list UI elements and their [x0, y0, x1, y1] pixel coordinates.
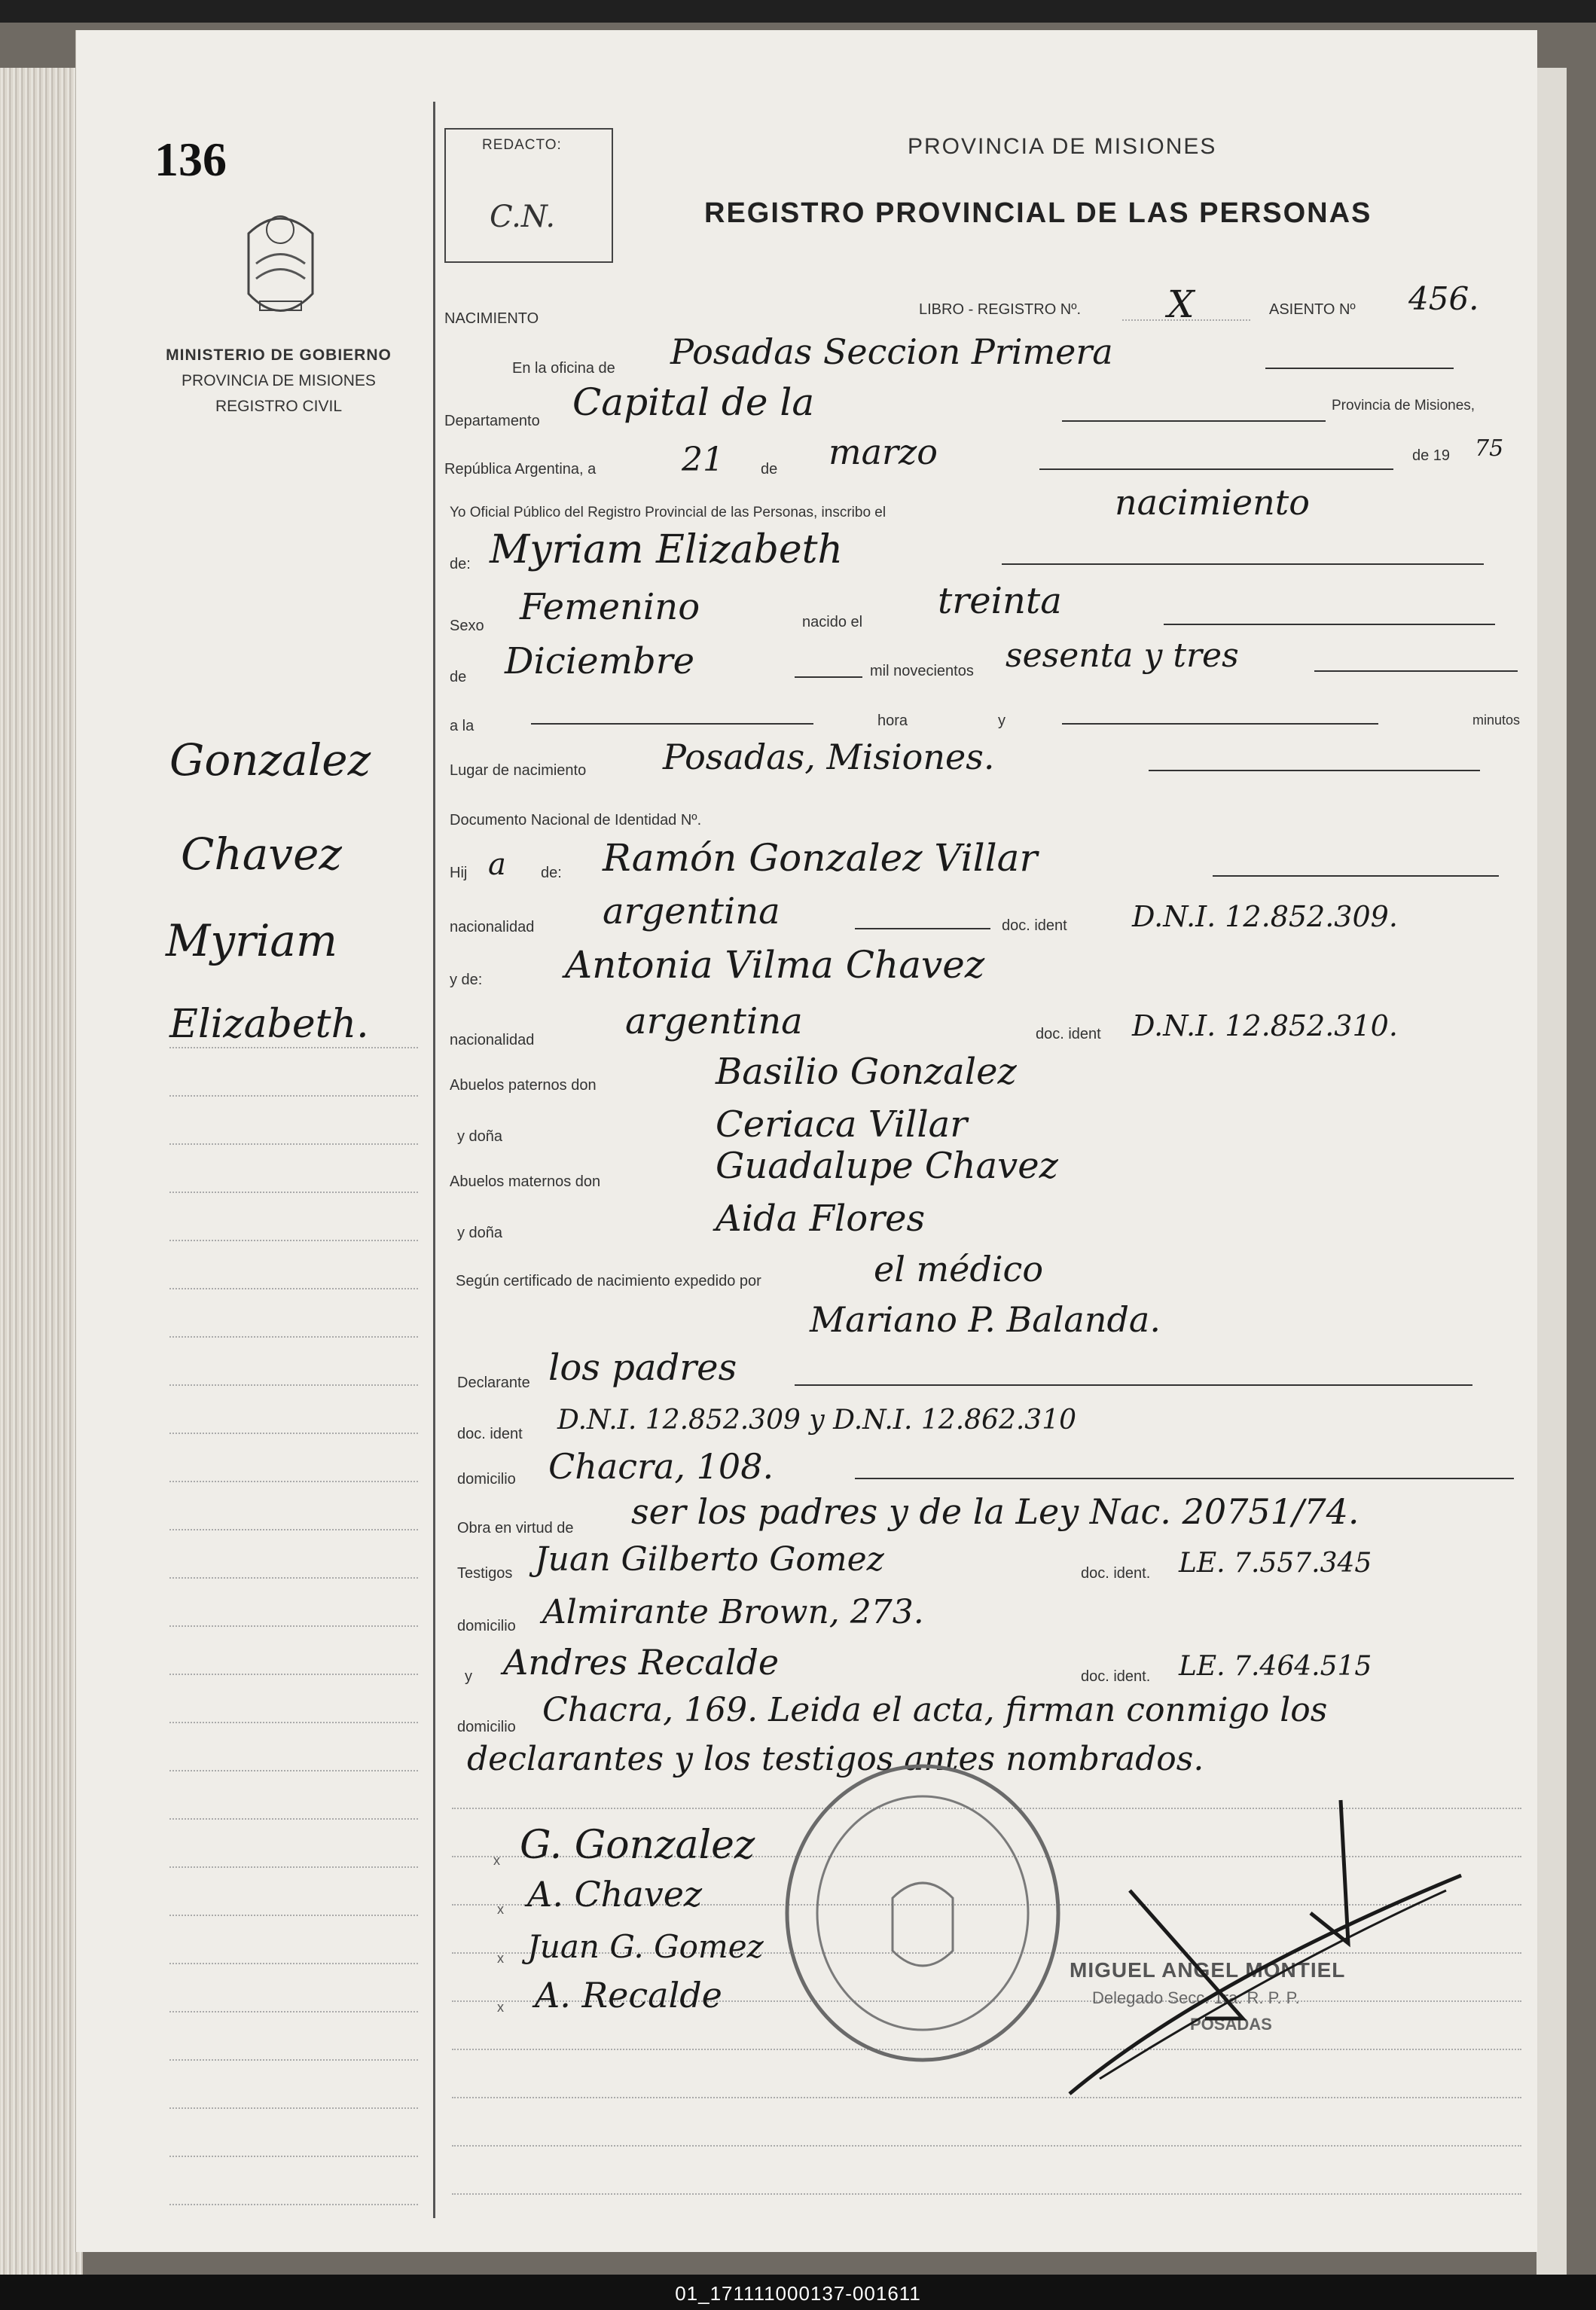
hija-label-2: de:	[541, 865, 562, 881]
ministry-title: MINISTERIO DE GOBIERNO	[166, 346, 392, 364]
margin-given-name-1: Myriam	[166, 915, 338, 966]
mes-rule	[1039, 468, 1393, 470]
nacido-value: treinta	[938, 580, 1062, 622]
margin-surname-2: Chavez	[181, 828, 342, 880]
mil-value: sesenta y tres	[1006, 636, 1239, 675]
yo-oficial-value: nacimiento	[1115, 482, 1310, 523]
nac1-label: nacionalidad	[450, 919, 535, 935]
anio-label: de 19	[1412, 447, 1451, 464]
margin-dotted-line	[169, 1674, 418, 1675]
registry-title: REGISTRO PROVINCIAL DE LAS PERSONAS	[704, 197, 1372, 229]
docid3-label: doc. ident	[457, 1426, 523, 1442]
margin-dotted-line	[169, 1336, 418, 1338]
nacido-rule	[1164, 624, 1495, 625]
margin-dotted-line	[169, 1722, 418, 1723]
testigos-label: Testigos	[457, 1565, 513, 1582]
declarante-label: Declarante	[457, 1375, 530, 1391]
madre-value: Antonia Vilma Chavez	[565, 943, 985, 987]
signature-mark: x	[497, 1951, 504, 1966]
abm-label: Abuelos maternos don	[450, 1173, 601, 1190]
signature-mark: x	[497, 1902, 504, 1917]
closing-value: declarantes y los testigos antes nombrados.	[467, 1740, 1204, 1778]
registry-stamp-icon	[776, 1755, 1070, 2071]
docid3-value: D.N.I. 12.852.309 y D.N.I. 12.862.310	[557, 1405, 1077, 1436]
yo-oficial-label: Yo Oficial Público del Registro Provincial de las Personas, inscribo el	[450, 505, 886, 520]
act-type-label: NACIMIENTO	[444, 310, 539, 327]
domicilio2-value: Almirante Brown, 273.	[542, 1593, 924, 1631]
domicilio1-rule	[855, 1478, 1514, 1479]
official-name-stamp: MIGUEL ANGEL MONTIEL	[1070, 1958, 1346, 1982]
hora-label: hora	[877, 713, 908, 729]
declarante-value: los padres	[548, 1347, 737, 1389]
margin-divider	[433, 102, 435, 2218]
margin-dotted-line	[169, 1288, 418, 1289]
y2-label: y	[465, 1668, 472, 1685]
signature-2: A. Chavez	[527, 1874, 703, 1915]
anio-value: 75	[1475, 435, 1504, 462]
lugar-value: Posadas, Misiones.	[663, 737, 995, 777]
oficina-value: Posadas Seccion Primera	[670, 331, 1113, 372]
margin-dotted-line	[169, 1384, 418, 1386]
republica-label: República Argentina, a	[444, 461, 597, 478]
docid4-label: doc. ident.	[1081, 1565, 1151, 1582]
docid1-value: D.N.I. 12.852.309.	[1132, 900, 1398, 933]
ydona2-value: Aida Flores	[716, 1198, 926, 1240]
margin-dotted-line	[169, 1433, 418, 1434]
ala-label: a la	[450, 718, 475, 734]
body-dotted-line	[452, 2193, 1521, 2195]
official-place-stamp: POSADAS	[1190, 2015, 1272, 2034]
abm-value: Guadalupe Chavez	[716, 1145, 1058, 1187]
ministry-province: PROVINCIA DE MISIONES	[182, 372, 376, 389]
body-dotted-line	[452, 2145, 1521, 2147]
docid5-value: LE. 7.464.515	[1179, 1651, 1372, 1682]
margin-given-name-2: Elizabeth.	[169, 1002, 369, 1047]
margin-dotted-line	[169, 1529, 418, 1530]
margin-dotted-line	[169, 1625, 418, 1627]
margin-dotted-line	[169, 1577, 418, 1579]
asiento-value: 456.	[1408, 280, 1479, 317]
signature-4: A. Recalde	[535, 1975, 722, 2016]
nac2-label: nacionalidad	[450, 1032, 535, 1048]
mil-rule	[1314, 670, 1518, 672]
de-persona-rule	[1002, 563, 1484, 565]
margin-dotted-line	[169, 1963, 418, 1964]
sexo-label: Sexo	[450, 618, 484, 634]
abp-value: Basilio Gonzalez	[716, 1051, 1017, 1093]
oficina-rule	[1265, 368, 1454, 369]
signature-mark: x	[497, 2000, 504, 2015]
margin-dotted-line	[169, 2107, 418, 2109]
sexo-value: Femenino	[520, 586, 700, 628]
signature-mark: x	[493, 1853, 500, 1868]
de-persona-value: Myriam Elizabeth	[490, 527, 844, 572]
declarante-rule	[795, 1384, 1472, 1386]
margin-dotted-line	[169, 1047, 418, 1048]
margin-dotted-line	[169, 1866, 418, 1868]
hija-label-1: Hij	[450, 865, 468, 881]
asiento-label: ASIENTO Nº	[1269, 301, 1356, 318]
coat-of-arms-icon	[233, 203, 328, 331]
margin-dotted-line	[169, 1770, 418, 1771]
lugar-label: Lugar de nacimiento	[450, 762, 587, 779]
provincia-label: Provincia de Misiones,	[1332, 398, 1475, 413]
nacido-label: nacido el	[802, 614, 863, 630]
de2-label: de	[450, 669, 467, 685]
docid2-value: D.N.I. 12.852.310.	[1132, 1009, 1398, 1042]
docid5-label: doc. ident.	[1081, 1668, 1151, 1685]
nac2-value: argentina	[625, 1000, 803, 1042]
margin-dotted-line	[169, 2059, 418, 2061]
departamento-value: Capital de la	[572, 380, 815, 424]
dia-value: 21	[682, 441, 724, 479]
y-label: y	[998, 713, 1006, 729]
ydona1-label: y doña	[457, 1128, 503, 1145]
hija-suffix: a	[488, 847, 506, 882]
signature-3: Juan G. Gomez	[527, 1928, 764, 1965]
docid1-label: doc. ident	[1002, 917, 1067, 934]
domicilio1-value: Chacra, 108.	[548, 1446, 774, 1487]
footer-bar	[0, 2275, 1596, 2310]
departamento-label: Departamento	[444, 413, 540, 429]
ministry-registry: REGISTRO CIVIL	[215, 398, 343, 415]
dni-label: Documento Nacional de Identidad Nº.	[450, 812, 702, 828]
domicilio3-label: domicilio	[457, 1719, 516, 1735]
testigo2-value: Andres Recalde	[503, 1642, 780, 1683]
margin-dotted-line	[169, 2156, 418, 2157]
official-signature-icon	[1054, 1793, 1476, 2109]
segun-label: Según certificado de nacimiento expedido por	[456, 1273, 761, 1289]
de-persona-label: de:	[450, 556, 471, 572]
domicilio2-label: domicilio	[457, 1618, 516, 1634]
margin-dotted-line	[169, 1095, 418, 1097]
medico-value: Mariano P. Balanda.	[810, 1299, 1161, 1340]
ala-rule	[531, 723, 813, 725]
docid2-label: doc. ident	[1036, 1026, 1101, 1042]
margin-dotted-line	[169, 1481, 418, 1482]
footer-code: 01_171111000137-001611	[675, 2282, 921, 2305]
ydona2-label: y doña	[457, 1225, 503, 1241]
libro-dots	[1122, 319, 1250, 321]
official-title-stamp: Delegado Secc. 1ra. R. P. P.	[1092, 1988, 1300, 2007]
minutos-rule	[1062, 723, 1378, 725]
libro-label: LIBRO - REGISTRO Nº.	[919, 301, 1082, 318]
domicilio1-label: domicilio	[457, 1471, 516, 1488]
ministry-block	[151, 343, 407, 420]
abp-label: Abuelos paternos don	[450, 1077, 597, 1094]
mes-nac-value: Diciembre	[505, 640, 695, 682]
padre-value: Ramón Gonzalez Villar	[603, 836, 1038, 880]
margin-dotted-line	[169, 1192, 418, 1193]
margin-dotted-line	[169, 2204, 418, 2205]
mil-label: mil novecientos	[870, 663, 974, 679]
page-edges	[0, 68, 83, 2275]
yde-label: y de:	[450, 972, 483, 988]
obra-label: Obra en virtud de	[457, 1520, 574, 1536]
signature-1: G. Gonzalez	[520, 1823, 755, 1868]
nac1-value: argentina	[603, 890, 780, 932]
testigos-value: Juan Gilberto Gomez	[535, 1540, 884, 1579]
page-right-edge	[1536, 68, 1567, 2275]
margin-dotted-line	[169, 2011, 418, 2012]
segun-value: el médico	[874, 1249, 1044, 1289]
obra-value: ser los padres y de la Ley Nac. 20751/74.	[631, 1491, 1359, 1532]
margin-dotted-line	[169, 1915, 418, 1916]
redacto-value: C.N.	[490, 200, 556, 234]
margin-dotted-line	[169, 1143, 418, 1145]
margin-dotted-line	[169, 1818, 418, 1820]
mes-value: marzo	[829, 432, 938, 472]
de-label: de	[761, 461, 778, 478]
redacto-label: REDACTO:	[482, 137, 562, 153]
departamento-rule	[1062, 420, 1326, 422]
margin-surname-1: Gonzalez	[169, 734, 371, 786]
mes-nac-rule	[795, 676, 862, 678]
docid4-value: LE. 7.557.345	[1179, 1548, 1372, 1579]
domicilio3-value: Chacra, 169. Leida el acta, firman conmigo los	[542, 1691, 1328, 1729]
nac1-rule	[855, 928, 990, 929]
lugar-rule	[1149, 770, 1480, 771]
libro-value: X	[1167, 282, 1195, 326]
oficina-label: En la oficina de	[512, 360, 615, 377]
province-title: PROVINCIA DE MISIONES	[908, 134, 1217, 159]
minutos-label: minutos	[1472, 713, 1521, 728]
padre-rule	[1213, 875, 1499, 877]
page-number: 136	[154, 133, 227, 186]
ydona1-value: Ceriaca Villar	[716, 1103, 968, 1146]
margin-dotted-line	[169, 1240, 418, 1241]
